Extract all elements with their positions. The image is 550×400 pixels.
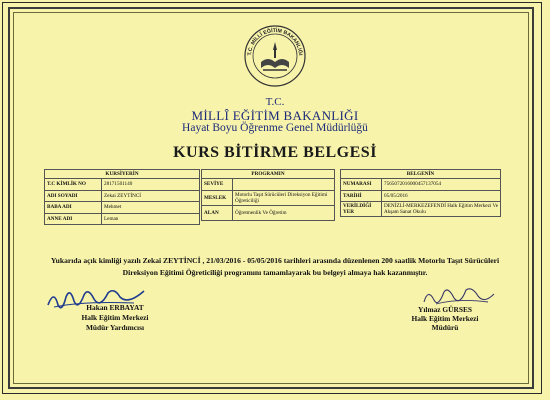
right-signatory-org: Halk Eğitim Merkezi <box>411 314 479 323</box>
document-heading: BELGENİN <box>341 170 501 179</box>
document-value: DENİZLİ-MERKEZEFENDİ Halk Eğitim Merkezi Ve Akşam Sanat Okulu <box>382 202 501 217</box>
trainee-value: Leman <box>102 213 200 225</box>
left-signatory-name: Hakan ERBAYAT <box>86 303 144 312</box>
program-heading: PROGRAMIN <box>202 170 335 179</box>
program-label: ALAN <box>202 205 233 220</box>
header-directorate: Hayat Boyu Öğrenme Genel Müdürlüğü <box>182 122 368 134</box>
document-label: TARİHİ <box>341 190 382 202</box>
certificate-statement: Yukarıda açık kimliği yazılı Zekai ZEYTİNCİ , 21/03/2016 - 05/05/2016 tarihleri arasında düzenlenen 200 saatlik Motorlu Taşıt Sürücüleri Direksiyon Eğitimi Öğreticiliği programını tamamlayarak bu belgeyi almaya hak kazanmıştır. <box>50 256 500 277</box>
trainee-label: BABA ADI <box>45 202 102 214</box>
document-value: 05/05/2016 <box>382 190 501 202</box>
right-signatory-role: Müdürü <box>431 323 459 332</box>
header-ministry: MİLLÎ EĞİTİM BAKANLIĞI <box>191 108 359 123</box>
trainee-heading: KURSİYERİN <box>45 170 200 179</box>
program-value <box>233 179 335 191</box>
program-value: Motorlu Taşıt Sürücüleri Direksiyon Eğitimi Öğreticiliği <box>233 190 335 205</box>
program-label: MESLEK <box>202 190 233 205</box>
trainee-table <box>44 169 200 225</box>
trainee-value: 28171501140 <box>102 179 200 191</box>
program-value: Öğretmenlik Ve Öğretim <box>233 205 335 220</box>
right-signatory-name: Yılmaz GÜRSES <box>418 305 472 314</box>
document-table <box>340 169 501 217</box>
trainee-label: T.C KİMLİK NO <box>45 179 102 191</box>
certificate-title: KURS BİTİRME BELGESİ <box>173 144 377 161</box>
trainee-label: ANNE ADI <box>45 213 102 225</box>
program-label: SEVİYE <box>202 179 233 191</box>
document-label: VERİLDİĞİ YER <box>341 202 382 217</box>
trainee-value: Mehmet <box>102 202 200 214</box>
trainee-value: Zekai ZEYTİNCİ <box>102 190 200 202</box>
trainee-label: ADI SOYADI <box>45 190 102 202</box>
left-signatory-org: Halk Eğitim Merkezi <box>81 313 149 322</box>
left-signatory-role: Müdür Yardımcısı <box>85 323 145 332</box>
document-label: NUMARASI <box>341 179 382 191</box>
header-tc: T.C. <box>265 96 285 108</box>
seal-text: T.C. MİLLÎ EĞİTİM BAKANLIĞI <box>246 27 304 56</box>
document-value: 7565072016000457137054 <box>382 179 501 191</box>
program-table <box>201 169 335 221</box>
ministry-seal-icon <box>243 24 307 88</box>
